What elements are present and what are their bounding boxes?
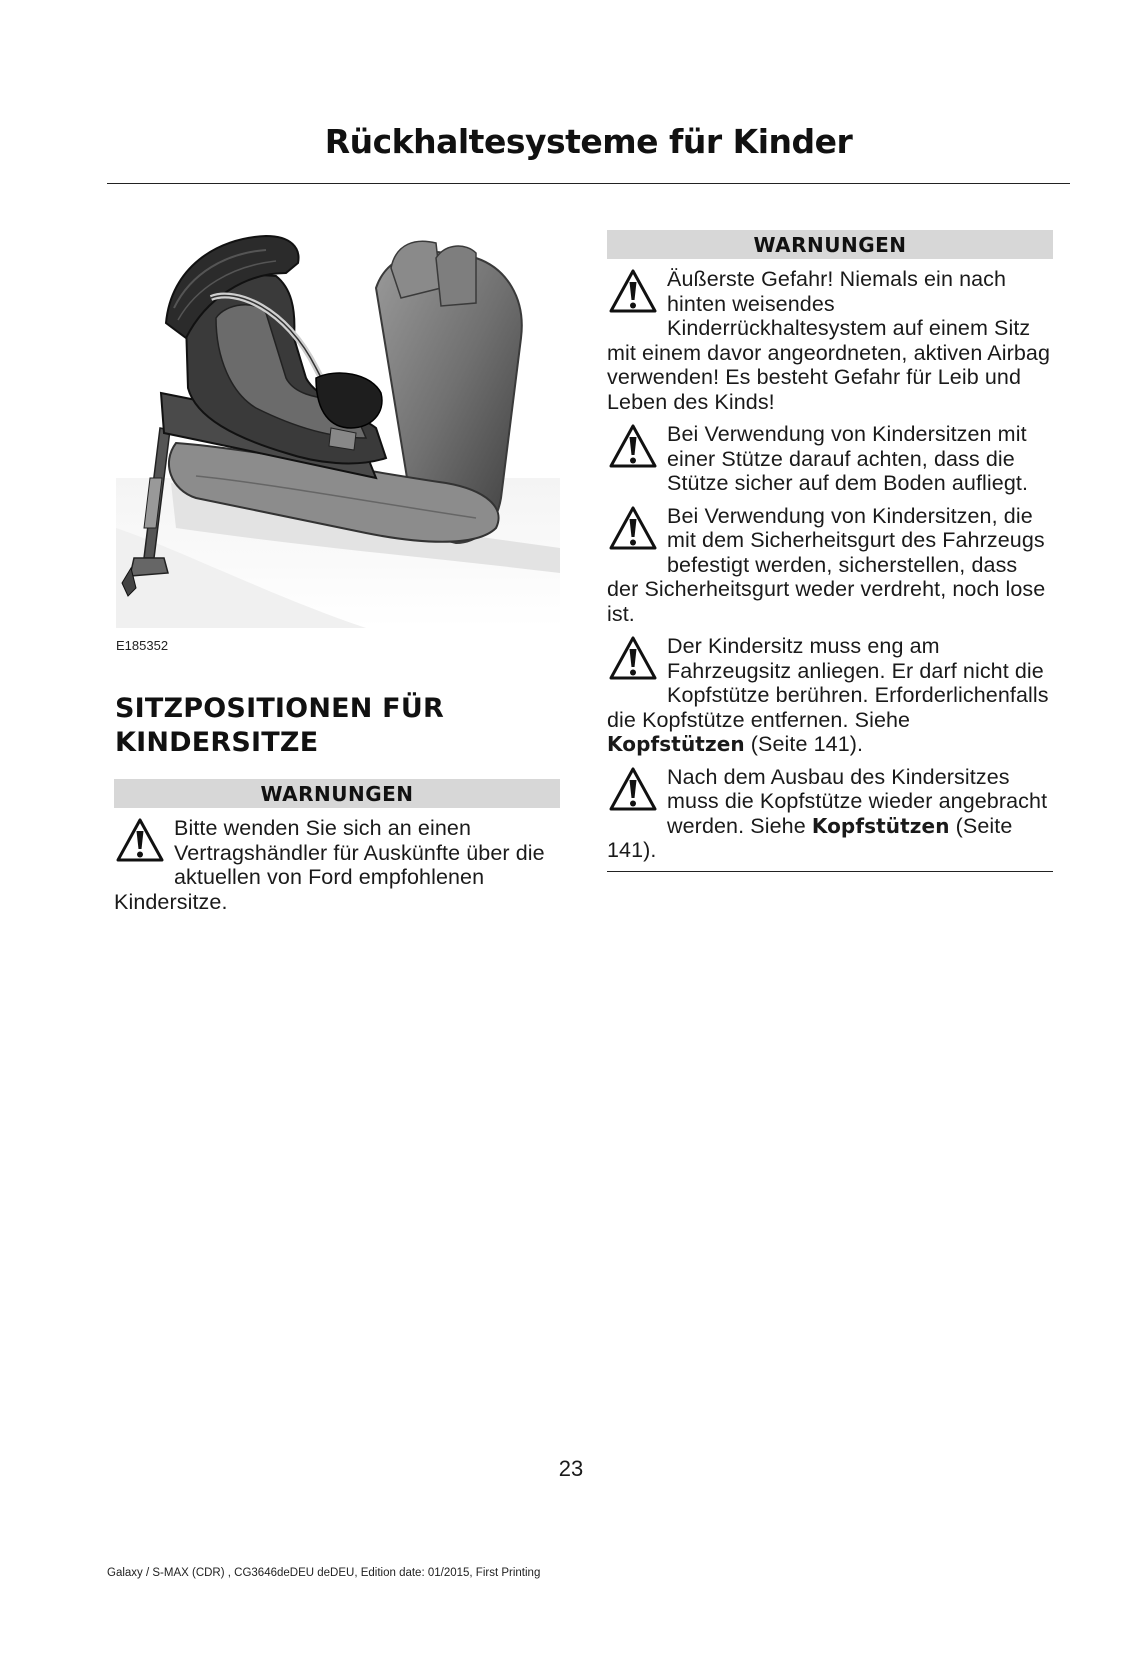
warning-text: Äußerste Gefahr! Niemals ein nach hinten weisendes Kinderrückhaltesystem auf einem Sitz mit einem davor angeordneten, aktiven Airbag verwenden! Es besteht Gefahr für Leib und Leben des Kinds! bbox=[607, 267, 1051, 414]
warnings-header: WARNUNGEN bbox=[114, 779, 560, 808]
page-reference: (Seite 141). bbox=[607, 813, 1013, 862]
warning-item bbox=[607, 634, 1053, 757]
warning-item bbox=[607, 765, 1053, 863]
page-reference: (Seite 141). bbox=[744, 732, 864, 756]
warning-triangle-icon bbox=[607, 634, 659, 684]
page-number: 23 bbox=[558, 1456, 584, 1481]
warnings-end-divider bbox=[607, 871, 1053, 872]
warning-item bbox=[607, 422, 1053, 496]
page-title: Rückhaltesysteme für Kinder bbox=[324, 122, 853, 161]
warning-triangle-icon bbox=[607, 267, 659, 317]
footer: Galaxy / S-MAX (CDR) , CG3646deDEU deDEU, Edition date: 01/2015, First Printing bbox=[107, 1567, 541, 1579]
warning-item bbox=[607, 267, 1053, 414]
cross-reference-link[interactable]: Kopfstützen bbox=[811, 813, 950, 838]
right-warnings-block bbox=[607, 230, 1053, 872]
left-warnings-block bbox=[114, 779, 560, 914]
section-heading: SITZPOSITIONEN FÜR KINDERSITZE bbox=[115, 693, 444, 758]
warning-text: Nach dem Ausbau des Kindersitzes muss die Kopfstütze wieder angebracht werden. Siehe bbox=[667, 764, 1048, 838]
warning-text: Der Kindersitz muss eng am Fahrzeugsitz anliegen. Er darf nicht die Kopfstütze berühren. Erforderlichenfalls die Kopfstütze entfernen. Siehe bbox=[607, 634, 1049, 732]
warning-triangle-icon bbox=[114, 816, 166, 866]
warning-text: Bei Verwendung von Kindersitzen, die mit dem Sicherheitsgurt des Fahrzeugs befestigt werden, sicherstellen, dass der Sicherheitsgurt weder verdreht, noch lose ist. bbox=[607, 503, 1046, 626]
warning-triangle-icon bbox=[607, 765, 659, 815]
warning-item bbox=[607, 504, 1053, 627]
warning-triangle-icon bbox=[607, 504, 659, 554]
title-divider bbox=[107, 183, 1070, 184]
warning-text: Bitte wenden Sie sich an einen Vertragshändler für Auskünfte über die aktuellen von Ford empfohlenen Kindersitze. bbox=[114, 816, 545, 914]
cross-reference-link[interactable]: Kopfstützen bbox=[607, 732, 745, 756]
figure-label: E185352 bbox=[116, 638, 169, 653]
child-seat-illustration bbox=[116, 228, 560, 628]
warning-triangle-icon bbox=[607, 422, 659, 472]
warning-item bbox=[114, 816, 560, 914]
warning-text: Bei Verwendung von Kindersitzen mit einer Stütze darauf achten, dass die Stütze sicher auf dem Boden aufliegt. bbox=[667, 422, 1029, 495]
warnings-header: WARNUNGEN bbox=[607, 230, 1053, 259]
